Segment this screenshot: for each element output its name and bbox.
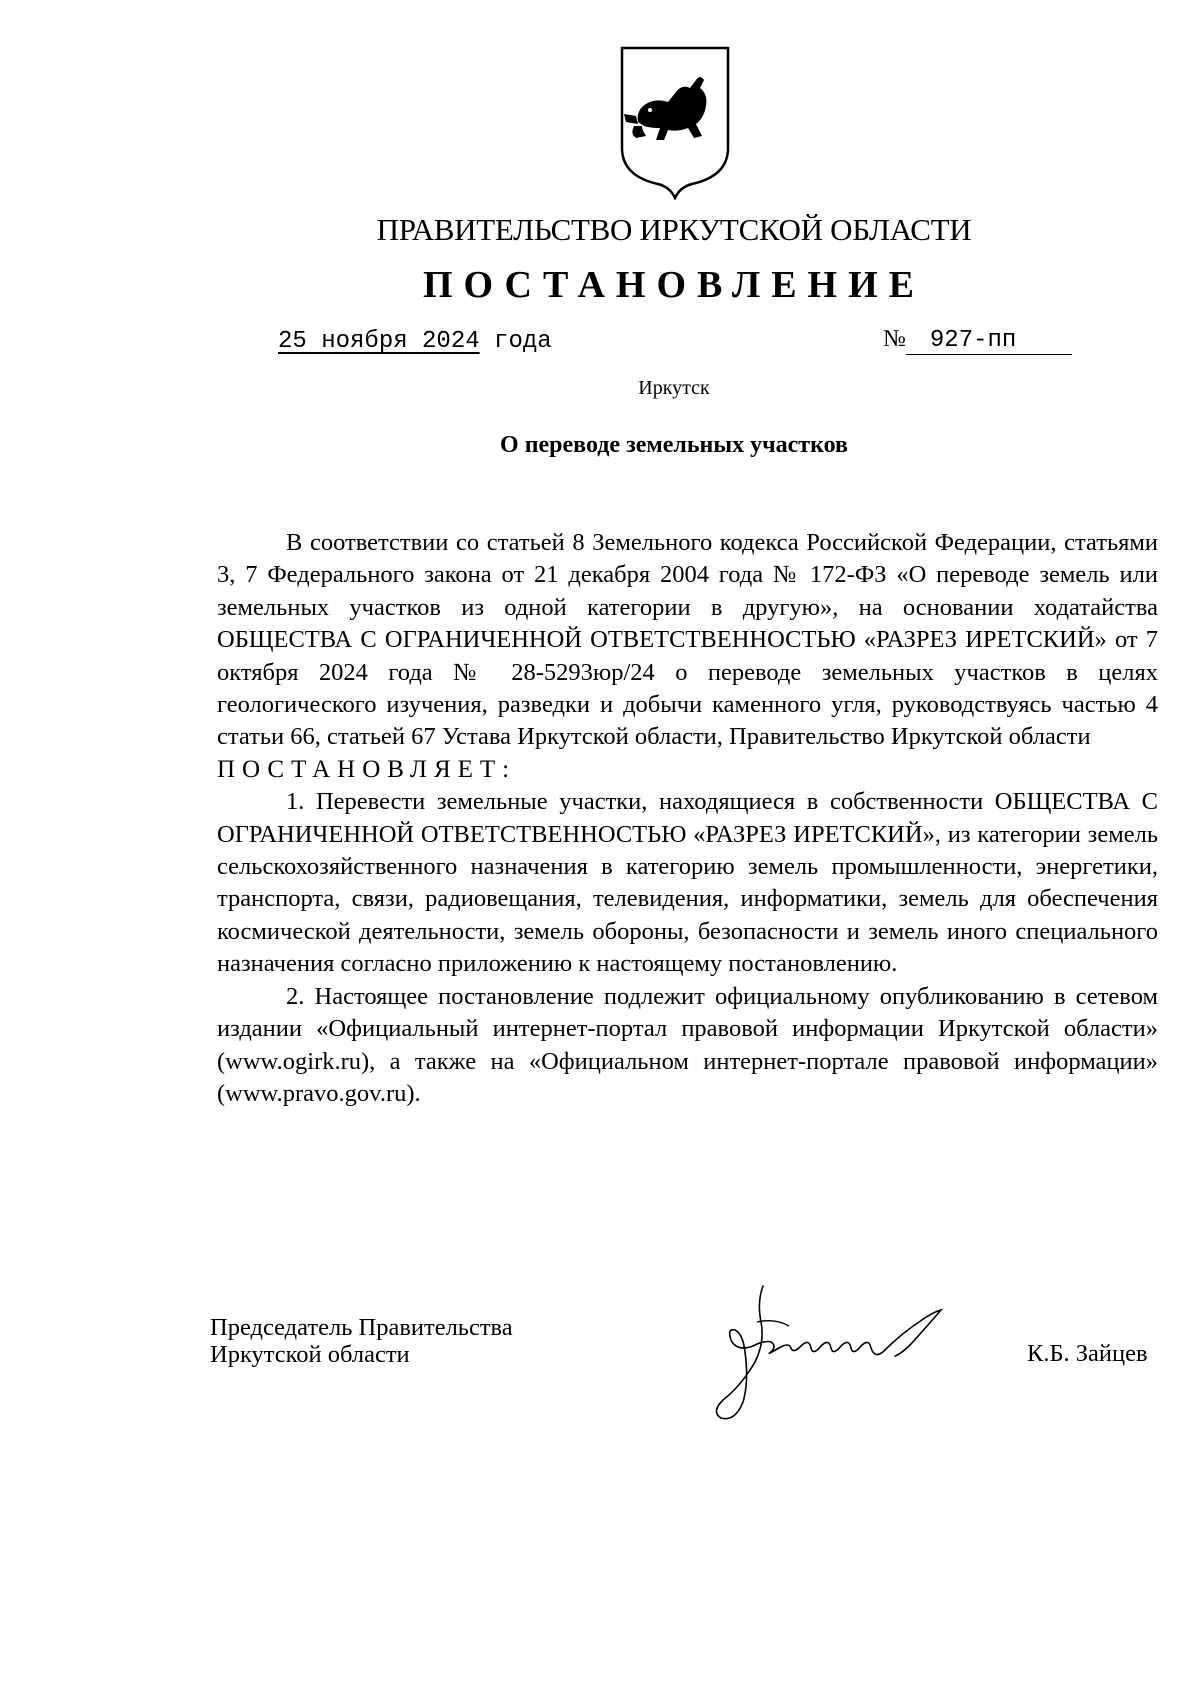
city: Иркутск xyxy=(638,377,710,399)
preamble-paragraph: В соответствии со статьей 8 Земельного кодекса Российской Федерации, статьями 3, 7 Федерального закона от 21 декабря 2004 года № 172-ФЗ «О переводе земель или земельных участков из одной категории в другую», на основании ходатайства ОБЩЕСТВА С ОГРАНИЧЕННОЙ ОТВЕТСТВЕННОСТЬЮ «РАЗРЕЗ ИРЕТСКИЙ» от 7 октября 2024 года № 28-5293юр/24 о переводе земельных участков в целях геологического изучения, разведки и добычи каменного угля, руководствуясь частью 4 статьи 66, статьей 67 Устава Иркутской области, Правительство Иркутской области xyxy=(217,529,1158,751)
document-number xyxy=(883,326,1072,355)
document-title: О переводе земельных участков xyxy=(500,432,848,458)
item-2-paragraph: 2. Настоящее постановление подлежит официальному опубликованию в сетевом издании «Официальный интернет-портал правовой информации Иркутской области» (www.ogirk.ru), а также на «Официальном интернет-портале правовой информации» (www.pravo.gov.ru). xyxy=(217,982,1158,1107)
date-suffix: года xyxy=(479,328,552,355)
number-value: 927-пп xyxy=(906,328,1072,355)
item-1-paragraph: 1. Перевести земельные участки, находящиеся в собственности ОБЩЕСТВА С ОГРАНИЧЕННОЙ ОТВЕТСТВЕННОСТЬЮ «РАЗРЕЗ ИРЕТСКИЙ», из категории земель сельскохозяйственного назначения в категорию земель промышленности, энергетики, транспорта, связи, радиовещания, телевидения, информатики, земель для обеспечения космической деятельности, земель обороны, безопасности и земель иного специального назначения согласно приложению к настоящему постановлению. xyxy=(217,788,1158,978)
irkutsk-coat-of-arms-icon xyxy=(616,44,734,200)
handwritten-signature-icon xyxy=(705,1282,950,1422)
document-type: ПОСТАНОВЛЕНИЕ xyxy=(422,264,926,306)
government-name: ПРАВИТЕЛЬСТВО ИРКУТСКОЙ ОБЛАСТИ xyxy=(376,212,972,247)
date-value: 25 ноября 2024 xyxy=(278,328,480,355)
signatory-position-line-1: Председатель Правительства xyxy=(210,1314,513,1341)
signatory-position xyxy=(210,1314,513,1368)
document-body xyxy=(217,527,1158,1110)
signatory-position-line-2: Иркутской области xyxy=(210,1341,410,1368)
number-sign: № xyxy=(883,326,906,352)
document-date xyxy=(278,328,552,355)
resolves-line: ПОСТАНОВЛЯЕТ: xyxy=(217,755,517,783)
signatory-name: К.Б. Зайцев xyxy=(1027,1340,1148,1367)
